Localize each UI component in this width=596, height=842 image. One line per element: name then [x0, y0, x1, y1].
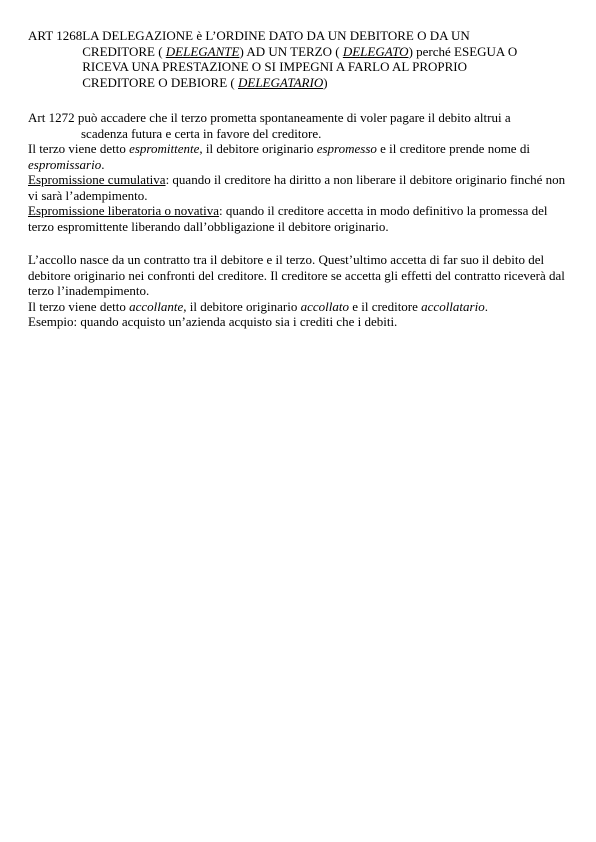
term-espromissario: espromissario [28, 156, 102, 172]
espromissione-liberatoria: Espromissione liberatoria o novativa: quando il creditore accetta in modo definitivo la promessa del terzo espromittente liberando dall’obbligazione il debitore originario. [28, 203, 548, 234]
art-1268-number: ART 1268 [28, 28, 83, 43]
accollo-terms: Il terzo viene detto accollante, il debitore originario accollato e il creditore accollatario. [28, 298, 488, 314]
art-1272-line-1: Art 1272 può accadere che il terzo prometta spontaneamente di voler pagare il debito altrui a [28, 110, 511, 125]
art-1268-line-1: LA DELEGAZIONE è L’ORDINE DATO DA UN DEBITORE O DA UN [82, 28, 470, 43]
espromissione-cumulativa: Espromissione cumulativa: quando il creditore ha diritto a non liberare il debitore originario finché non vi sarà l’adempimento. [28, 172, 566, 203]
art-1272-line-2: scadenza futura e certa in favore del creditore. [81, 125, 322, 141]
cumulativa-heading: Espromissione cumulativa [28, 172, 166, 187]
term-accollante: accollante [129, 298, 184, 314]
art-1268-line-2: CREDITORE ( DELEGANTE) AD UN TERZO ( DELEGATO) perché ESEGUA O [82, 43, 518, 59]
accollo-paragraph: L’accollo nasce da un contratto tra il debitore e il terzo. Quest’ultimo accetta di far suo il debito del debitore originario nei confronti del creditore. Il creditore se accetta gli effetti del contratto riceverà dal terzo l’inadempimento. [28, 252, 565, 298]
liberatoria-heading: Espromissione liberatoria o novativa [28, 203, 219, 218]
art-1268-line-3: RICEVA UNA PRESTAZIONE O SI IMPEGNI A FARLO AL PROPRIO [82, 59, 468, 74]
espromissione-terms: Il terzo viene detto espromittente, il debitore originario espromesso e il creditore prende nome di espromissario. [28, 141, 530, 172]
accollo-example: Esempio: quando acquisto un’azienda acquisto sia i crediti che i debiti. [28, 314, 398, 329]
accollo-section [28, 252, 574, 330]
term-delegato: DELEGATO [342, 43, 409, 59]
art-1268-line-4: CREDITORE O DEBIORE ( DELEGATARIO) [82, 74, 328, 90]
term-accollatario: accollatario [421, 298, 485, 314]
art-1272-section [28, 110, 574, 234]
art-1268-text [82, 28, 574, 90]
art-1268-section [28, 28, 574, 90]
term-espromesso: espromesso [316, 141, 377, 156]
term-delegante: DELEGANTE [165, 43, 240, 59]
term-espromittente: espromittente [129, 141, 200, 156]
term-delegatario: DELEGATARIO [238, 74, 324, 90]
term-accollato: accollato [300, 298, 349, 314]
